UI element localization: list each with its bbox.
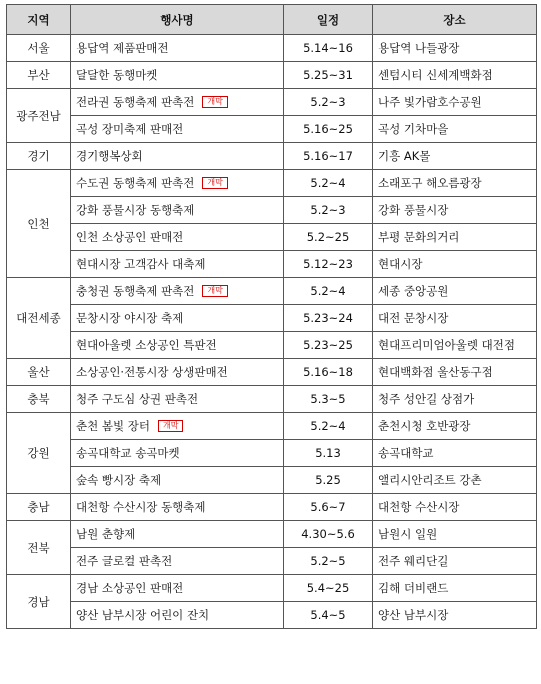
region-cell: 경기 (7, 143, 71, 170)
table-row (7, 440, 537, 467)
event-name: 소상공인·전통시장 상생판매전 (76, 365, 228, 379)
table-row (7, 575, 537, 602)
event-name-cell (71, 197, 284, 224)
event-name-cell (71, 332, 284, 359)
region-cell: 경남 (7, 575, 71, 629)
opening-badge: 개막 (202, 177, 227, 189)
schedule-cell: 5.14~16 (284, 35, 373, 62)
event-name-cell (71, 440, 284, 467)
venue-cell: 소래포구 해오름광장 (373, 170, 537, 197)
header-schedule: 일정 (284, 5, 373, 35)
event-name-cell (71, 575, 284, 602)
event-name-cell (71, 89, 284, 116)
schedule-cell: 5.2~3 (284, 197, 373, 224)
schedule-cell: 5.16~18 (284, 359, 373, 386)
event-name-cell (71, 278, 284, 305)
venue-cell: 센텀시티 신세계백화점 (373, 62, 537, 89)
header-event: 행사명 (71, 5, 284, 35)
event-name: 수도권 동행축제 판촉전 (76, 176, 195, 190)
event-name: 용답역 제품판매전 (76, 41, 169, 55)
event-name: 강화 풍물시장 동행축제 (76, 203, 195, 217)
venue-cell: 세종 중앙공원 (373, 278, 537, 305)
table-row (7, 143, 537, 170)
event-schedule-table (6, 4, 537, 629)
schedule-cell: 5.13 (284, 440, 373, 467)
table-row (7, 305, 537, 332)
venue-cell: 기흥 AK몰 (373, 143, 537, 170)
event-name-cell (71, 548, 284, 575)
schedule-cell: 5.25 (284, 467, 373, 494)
table-row (7, 602, 537, 629)
venue-cell: 전주 웨리단길 (373, 548, 537, 575)
region-cell: 광주전남 (7, 89, 71, 143)
event-name: 남원 춘향제 (76, 527, 136, 541)
event-name-cell (71, 467, 284, 494)
event-name-cell (71, 170, 284, 197)
event-name: 충청권 동행축제 판촉전 (76, 284, 195, 298)
event-name: 송곡대학교 송곡마켓 (76, 446, 180, 460)
header-region: 지역 (7, 5, 71, 35)
region-cell: 충남 (7, 494, 71, 521)
event-name-cell (71, 224, 284, 251)
event-name: 전주 글로컬 판촉전 (76, 554, 173, 568)
event-name-cell (71, 35, 284, 62)
table-row (7, 548, 537, 575)
schedule-cell: 5.2~4 (284, 278, 373, 305)
event-name: 달달한 동행마켓 (76, 68, 158, 82)
venue-cell: 송곡대학교 (373, 440, 537, 467)
event-name: 숲속 빵시장 축제 (76, 473, 162, 487)
venue-cell: 김해 더비랜드 (373, 575, 537, 602)
opening-badge: 개막 (158, 420, 183, 432)
schedule-cell: 5.2~3 (284, 89, 373, 116)
venue-cell: 부평 문화의거리 (373, 224, 537, 251)
venue-cell: 강화 풍물시장 (373, 197, 537, 224)
table-body (7, 35, 537, 629)
table-row (7, 413, 537, 440)
schedule-cell: 5.2~5 (284, 548, 373, 575)
table-row (7, 35, 537, 62)
table-row (7, 251, 537, 278)
header-venue: 장소 (373, 5, 537, 35)
schedule-cell: 5.2~25 (284, 224, 373, 251)
event-name: 현대아울렛 소상공인 특판전 (76, 338, 217, 352)
table-row (7, 170, 537, 197)
schedule-cell: 5.16~17 (284, 143, 373, 170)
table-row (7, 224, 537, 251)
event-name: 청주 구도심 상권 판촉전 (76, 392, 199, 406)
venue-cell: 대천항 수산시장 (373, 494, 537, 521)
venue-cell: 나주 빛가람호수공원 (373, 89, 537, 116)
event-name: 양산 남부시장 어린이 잔치 (76, 608, 210, 622)
event-name: 경남 소상공인 판매전 (76, 581, 184, 595)
venue-cell: 현대시장 (373, 251, 537, 278)
venue-cell: 현대프리미엄아울렛 대전점 (373, 332, 537, 359)
event-name: 춘천 봄빛 장터 (76, 419, 150, 433)
event-name: 경기행복상회 (76, 149, 143, 163)
venue-cell: 곡성 기차마을 (373, 116, 537, 143)
venue-cell: 남원시 일원 (373, 521, 537, 548)
table-row (7, 359, 537, 386)
schedule-cell: 5.2~4 (284, 170, 373, 197)
table-row (7, 89, 537, 116)
region-cell: 서울 (7, 35, 71, 62)
venue-cell: 용답역 나들광장 (373, 35, 537, 62)
schedule-cell: 5.23~24 (284, 305, 373, 332)
event-name-cell (71, 62, 284, 89)
opening-badge: 개막 (202, 96, 227, 108)
opening-badge: 개막 (202, 285, 227, 297)
venue-cell: 청주 성안길 상점가 (373, 386, 537, 413)
event-name-cell (71, 413, 284, 440)
schedule-cell: 5.6~7 (284, 494, 373, 521)
schedule-cell: 5.23~25 (284, 332, 373, 359)
table-row (7, 467, 537, 494)
schedule-cell: 5.4~25 (284, 575, 373, 602)
venue-cell: 앨리시안리조트 강촌 (373, 467, 537, 494)
region-cell: 부산 (7, 62, 71, 89)
event-name-cell (71, 116, 284, 143)
schedule-cell: 5.3~5 (284, 386, 373, 413)
table-row (7, 332, 537, 359)
event-name-cell (71, 386, 284, 413)
table-row (7, 521, 537, 548)
event-name-cell (71, 494, 284, 521)
event-name: 문창시장 야시장 축제 (76, 311, 184, 325)
table-row (7, 386, 537, 413)
schedule-cell: 5.2~4 (284, 413, 373, 440)
schedule-cell: 5.16~25 (284, 116, 373, 143)
event-name-cell (71, 143, 284, 170)
event-name-cell (71, 359, 284, 386)
table-row (7, 197, 537, 224)
region-cell: 인천 (7, 170, 71, 278)
region-cell: 전북 (7, 521, 71, 575)
table-row (7, 62, 537, 89)
table-header-row (7, 5, 537, 35)
table-row (7, 278, 537, 305)
schedule-cell: 5.4~5 (284, 602, 373, 629)
event-name: 현대시장 고객감사 대축제 (76, 257, 206, 271)
event-name: 전라권 동행축제 판촉전 (76, 95, 195, 109)
schedule-cell: 5.12~23 (284, 251, 373, 278)
table-row (7, 494, 537, 521)
venue-cell: 현대백화점 울산동구점 (373, 359, 537, 386)
region-cell: 울산 (7, 359, 71, 386)
region-cell: 대전세종 (7, 278, 71, 359)
schedule-cell: 4.30~5.6 (284, 521, 373, 548)
event-name-cell (71, 521, 284, 548)
venue-cell: 춘천시청 호반광장 (373, 413, 537, 440)
event-name: 인천 소상공인 판매전 (76, 230, 184, 244)
venue-cell: 양산 남부시장 (373, 602, 537, 629)
event-name: 대천항 수산시장 동행축제 (76, 500, 206, 514)
venue-cell: 대전 문창시장 (373, 305, 537, 332)
event-name-cell (71, 251, 284, 278)
table-row (7, 116, 537, 143)
event-name-cell (71, 305, 284, 332)
schedule-cell: 5.25~31 (284, 62, 373, 89)
region-cell: 강원 (7, 413, 71, 494)
region-cell: 충북 (7, 386, 71, 413)
event-name-cell (71, 602, 284, 629)
event-name: 곡성 장미축제 판매전 (76, 122, 184, 136)
